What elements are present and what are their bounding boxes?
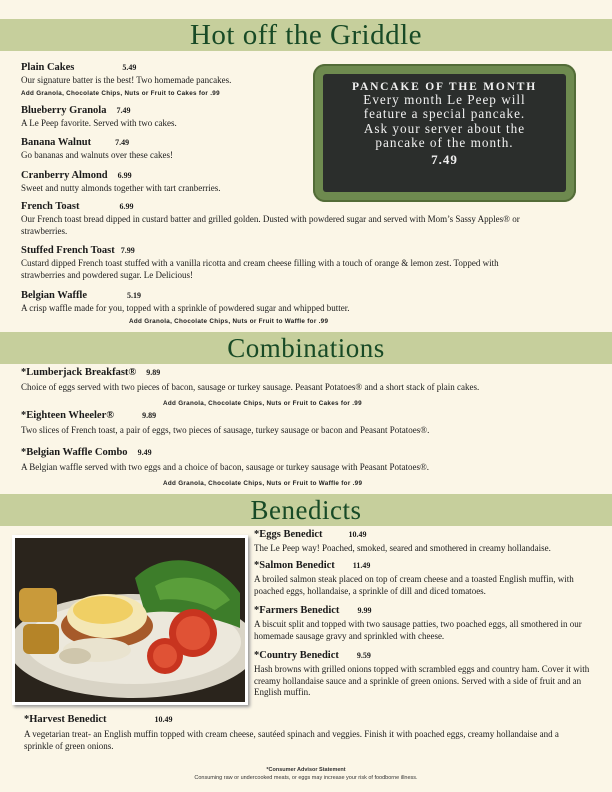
menu-item-cranberry-almond xyxy=(21,170,311,195)
item-name: French Toast xyxy=(21,201,80,212)
item-desc: Custard dipped French toast stuffed with a vanilla ricotta and cream cheese filling with a touch of orange & lemon zest. Topped with strawberries and powdered sugar. Le Delicious! xyxy=(21,257,499,280)
item-price: 5.19 xyxy=(127,291,142,300)
chalkboard-surface xyxy=(323,74,566,192)
item-name: *Harvest Benedict xyxy=(24,714,107,725)
menu-item-stuffed-french-toast xyxy=(21,245,561,281)
item-desc: Choice of eggs served with two pieces of bacon, sausage or turkey sausage. Peasant Potatoes® and a short stack of plain cakes. xyxy=(21,381,480,392)
item-desc: Our French toast bread dipped in custard batter and grilled golden. Dusted with powdered sugar and served with Mom’s Sassy Apples® or strawberries. xyxy=(21,213,520,236)
item-name: *Eighteen Wheeler® xyxy=(21,410,115,421)
combo-item-eighteen-wheeler xyxy=(21,410,591,437)
advisory-text: Consuming raw or undercooked meats, or eggs may increase your risk of foodborne illness. xyxy=(194,775,418,781)
item-price: 7.99 xyxy=(120,246,135,255)
item-price: 10.49 xyxy=(348,530,367,539)
section-title-combinations: Combinations xyxy=(227,333,385,363)
item-name: *Lumberjack Breakfast® xyxy=(21,367,137,378)
item-desc: Two slices of French toast, a pair of eggs, two pieces of sausage, turkey sausage or bacon and Peasant Potatoes®. xyxy=(21,424,430,435)
item-price: 9.89 xyxy=(142,411,157,420)
item-desc: A Le Peep favorite. Served with two cakes. xyxy=(21,117,177,128)
chalkboard-line: Ask your server about the xyxy=(363,120,526,136)
item-addon: Add Granola, Chocolate Chips, Nuts or Fruit to Cakes for .99 xyxy=(21,89,220,97)
benedict-item-farmers xyxy=(254,605,604,642)
pancake-of-month-chalkboard xyxy=(313,64,576,202)
item-name: *Salmon Benedict xyxy=(254,560,335,571)
benedict-item-salmon xyxy=(254,560,604,597)
eggs-benedict-photo xyxy=(12,535,248,705)
item-price: 11.49 xyxy=(352,561,371,570)
item-price: 7.49 xyxy=(116,106,131,115)
section-title-griddle: Hot off the Griddle xyxy=(189,19,423,51)
benedict-item-harvest xyxy=(24,714,584,752)
item-name: Plain Cakes xyxy=(21,62,75,73)
consumer-advisory xyxy=(0,766,612,782)
item-name: Blueberry Granola xyxy=(21,105,107,116)
item-name: Stuffed French Toast xyxy=(21,245,115,256)
chalkboard-title: PANCAKE OF THE MONTH xyxy=(352,81,537,93)
item-price: 7.49 xyxy=(115,138,130,147)
menu-item-french-toast xyxy=(21,201,541,237)
menu-item-banana-walnut xyxy=(21,137,311,162)
item-price: 6.99 xyxy=(117,171,132,180)
item-desc: A crisp waffle made for you, topped with a sprinkle of powdered sugar and whipped butter. xyxy=(21,302,350,313)
item-price: 9.99 xyxy=(357,606,372,615)
advisory-title: *Consumer Advisor Statement xyxy=(266,767,346,773)
combo-item-lumberjack xyxy=(21,367,591,409)
section-header-combinations xyxy=(0,332,612,364)
section-header-griddle xyxy=(0,19,612,51)
item-desc: The Le Peep way! Poached, smoked, seared and smothered in creamy hollandaise. xyxy=(254,542,551,553)
item-desc: A vegetarian treat- an English muffin topped with cream cheese, sautéed spinach and veggies. Finish it with poached eggs, creamy hollandaise and a sprinkle of green onions. xyxy=(24,728,559,751)
item-price: 9.49 xyxy=(137,448,152,457)
chalkboard-line: feature a special pancake. xyxy=(363,106,526,122)
item-price: 10.49 xyxy=(154,715,173,724)
item-addon: Add Granola, Chocolate Chips, Nuts or Fruit to Cakes for .99 xyxy=(163,399,362,407)
menu-item-blueberry-granola xyxy=(21,105,311,130)
menu-item-plain-cakes xyxy=(21,62,311,99)
chalkboard-line: pancake of the month. xyxy=(375,135,514,151)
item-desc: Our signature batter is the best! Two homemade pancakes. xyxy=(21,74,232,85)
item-name: *Country Benedict xyxy=(254,650,339,661)
benedict-item-eggs xyxy=(254,529,604,555)
item-desc: A Belgian waffle served with two eggs and a choice of bacon, sausage or turkey sausage with Peasant Potatoes®. xyxy=(21,461,430,472)
item-addon: Add Granola, Chocolate Chips, Nuts or Fruit to Waffle for .99 xyxy=(129,317,329,325)
item-name: Cranberry Almond xyxy=(21,170,108,181)
item-price: 5.49 xyxy=(122,63,137,72)
eggs-benedict-illustration xyxy=(15,538,245,702)
section-header-benedicts xyxy=(0,494,612,526)
menu-item-belgian-waffle xyxy=(21,290,581,327)
item-desc: A broiled salmon steak placed on top of cream cheese and a toasted English muffin, with poached eggs, hollandaise, a sprinkle of dill and diced tomatoes. xyxy=(254,573,574,596)
item-name: *Belgian Waffle Combo xyxy=(21,447,128,458)
item-name: *Eggs Benedict xyxy=(254,529,323,540)
item-desc: Go bananas and walnuts over these cakes! xyxy=(21,149,173,160)
item-addon: Add Granola, Chocolate Chips, Nuts or Fruit to Waffle for .99 xyxy=(163,479,363,487)
chalkboard-price: 7.49 xyxy=(431,151,458,167)
item-name: *Farmers Benedict xyxy=(254,605,340,616)
section-title-benedicts: Benedicts xyxy=(250,495,362,525)
item-price: 6.99 xyxy=(119,202,134,211)
item-desc: Hash browns with grilled onions topped with scrambled eggs and country ham. Cover it with creamy hollandaise sauce and a sprinkle of green onions. Served with a side of fruit and an English muffin. xyxy=(254,663,590,698)
chalkboard-line: Every month Le Peep will xyxy=(363,92,526,107)
item-name: Belgian Waffle xyxy=(21,290,88,301)
combo-item-belgian-waffle-combo xyxy=(21,447,591,489)
item-desc: A biscuit split and topped with two sausage patties, two poached eggs, all smothered in our homemade sausage gravy and sprinkled with cheese. xyxy=(254,618,582,641)
item-price: 9.59 xyxy=(356,651,371,660)
item-desc: Sweet and nutty almonds together with tart cranberries. xyxy=(21,182,221,193)
benedict-item-country xyxy=(254,650,604,699)
item-price: 9.89 xyxy=(146,368,161,377)
item-name: Banana Walnut xyxy=(21,137,92,148)
